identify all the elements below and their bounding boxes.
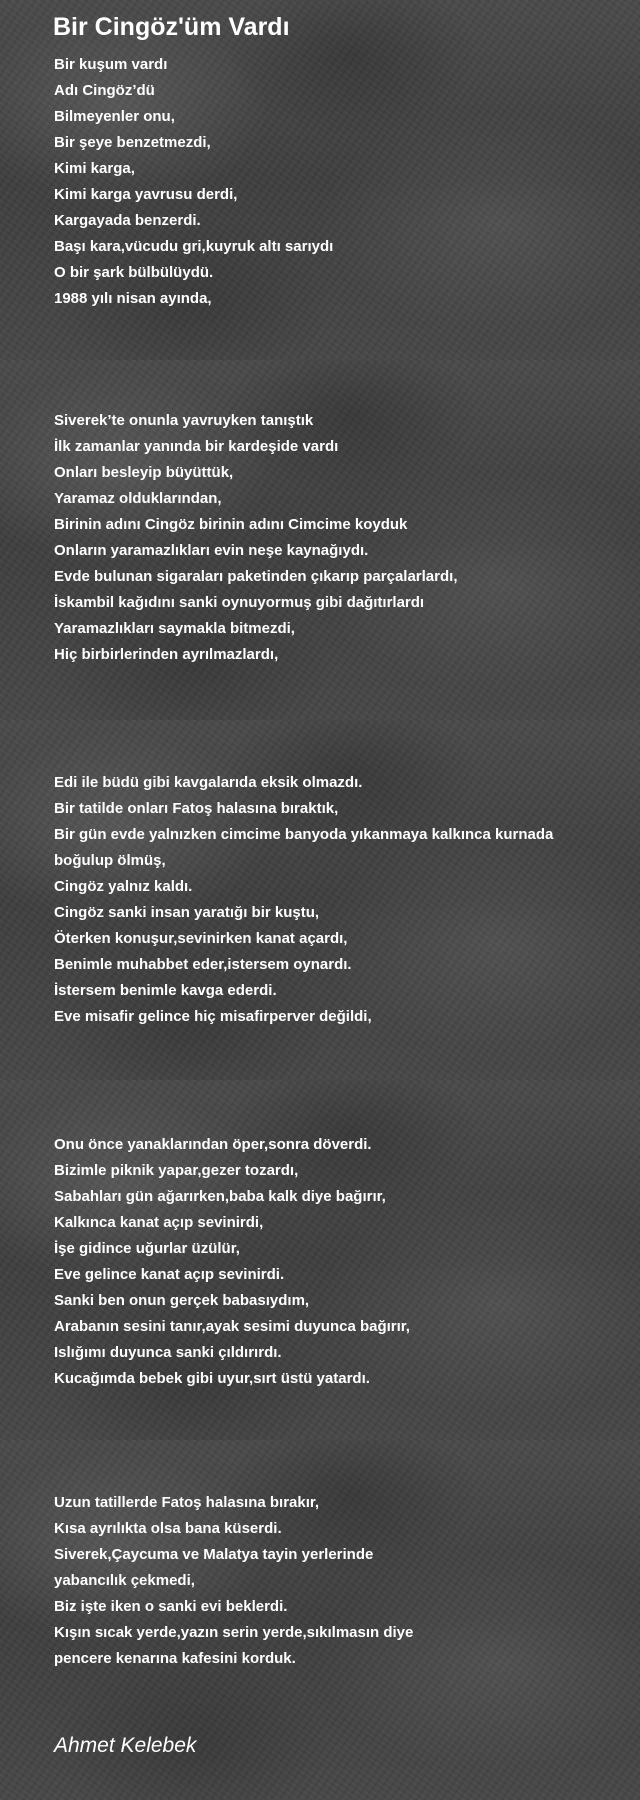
poem-line: Islığımı duyunca sanki çıldırırdı. [54, 1344, 282, 1361]
poem-stanza-5 [54, 1490, 413, 1672]
poem-line: Kargayada benzerdi. [54, 212, 201, 229]
poem-line: Bir tatilde onları Fatoş halasına bıraktık, [54, 800, 339, 817]
poem-line: Kalkınca kanat açıp sevinirdi, [54, 1214, 264, 1231]
poem-panel-1 [0, 0, 640, 360]
poem-panel-4 [0, 1080, 640, 1440]
poem-line: Öterken konuşur,sevinirken kanat açardı, [54, 930, 348, 947]
poem-line: Adı Cingöz’dü [54, 82, 155, 99]
poem-line: Sanki ben onun gerçek babasıydım, [54, 1292, 310, 1309]
poem-line: Evde bulunan sigaraları paketinden çıkarıp parçalarlardı, [54, 568, 458, 585]
poem-line: Sabahları gün ağarırken,baba kalk diye bağırır, [54, 1188, 386, 1205]
poem-stanza-2 [54, 408, 457, 668]
poem-line: Siverek,Çaycuma ve Malatya tayin yerlerinde [54, 1546, 374, 1563]
poem-line: Cingöz yalnız kaldı. [54, 878, 193, 895]
poem-line: Yaramaz olduklarından, [54, 490, 222, 507]
poem-line: Onları besleyip büyüttük, [54, 464, 234, 481]
poem-line: Uzun tatillerde Fatoş halasına bırakır, [54, 1494, 320, 1511]
poem-panel-3 [0, 720, 640, 1080]
poem-line: Bilmeyenler onu, [54, 108, 175, 125]
poem-author: Ahmet Kelebek [54, 1734, 197, 1757]
poem-line: 1988 yılı nisan ayında, [54, 290, 212, 307]
poem-panel-5 [0, 1440, 640, 1800]
poem-line: Kısa ayrılıkta olsa bana küserdi. [54, 1520, 282, 1537]
poem-line: Eve gelince kanat açıp sevinirdi. [54, 1266, 285, 1283]
poem-line: Onların yaramazlıkları evin neşe kaynağıydı. [54, 542, 369, 559]
poem-line: İlk zamanlar yanında bir kardeşide vardı [54, 438, 339, 455]
poem-line: Bizimle piknik yapar,gezer tozardı, [54, 1162, 299, 1179]
poem-line: Cingöz sanki insan yaratığı bir kuştu, [54, 904, 320, 921]
poem-line: O bir şark bülbülüydü. [54, 264, 214, 281]
poem-line: Başı kara,vücudu gri,kuyruk altı sarıydı [54, 238, 334, 255]
poem-line: Arabanın sesini tanır,ayak sesimi duyunca bağırır, [54, 1318, 410, 1335]
poem-line: Bir şeye benzetmezdi, [54, 134, 211, 151]
poem-line: Eve misafir gelince hiç misafirperver değildi, [54, 1008, 372, 1025]
poem-line: Bir gün evde yalnızken cimcime banyoda yıkanmaya kalkınca kurnada [54, 826, 554, 843]
poem-line: yabancılık çekmedi, [54, 1572, 195, 1589]
poem-line: Birinin adını Cingöz birinin adını Cimcime koyduk [54, 516, 408, 533]
poem-line: Kucağımda bebek gibi uyur,sırt üstü yatardı. [54, 1370, 370, 1387]
poem-line: Kimi karga yavrusu derdi, [54, 186, 238, 203]
poem-panel-2 [0, 360, 640, 720]
poem-line: boğulup ölmüş, [54, 852, 166, 869]
poem-stanza-4 [54, 1132, 410, 1392]
poem-line: Kimi karga, [54, 160, 135, 177]
poem-line: İskambil kağıdını sanki oynuyormuş gibi dağıtırlardı [54, 594, 425, 611]
poem-line: Onu önce yanaklarından öper,sonra döverdi. [54, 1136, 372, 1153]
poem-line: Biz işte iken o sanki evi beklerdi. [54, 1598, 288, 1615]
poem-line: Edi ile büdü gibi kavgalarıda eksik olmazdı. [54, 774, 363, 791]
poem-line: İşe gidince uğurlar üzülür, [54, 1240, 240, 1257]
poem-line: Siverek’te onunla yavruyken tanıştık [54, 412, 314, 429]
poem-stanza-1 [54, 52, 333, 312]
poem-line: Benimle muhabbet eder,istersem oynardı. [54, 956, 352, 973]
poem-line: Hiç birbirlerinden ayrılmazlardı, [54, 646, 279, 663]
poem-stanza-3 [54, 770, 553, 1030]
poem-line: İstersem benimle kavga ederdi. [54, 982, 277, 999]
poem-line: pencere kenarına kafesini korduk. [54, 1650, 296, 1667]
poem-line: Bir kuşum vardı [54, 56, 168, 73]
poem-title: Bir Cingöz'üm Vardı [53, 13, 290, 41]
poem-line: Yaramazlıkları saymakla bitmezdi, [54, 620, 295, 637]
poem-line: Kışın sıcak yerde,yazın serin yerde,sıkılmasın diye [54, 1624, 414, 1641]
